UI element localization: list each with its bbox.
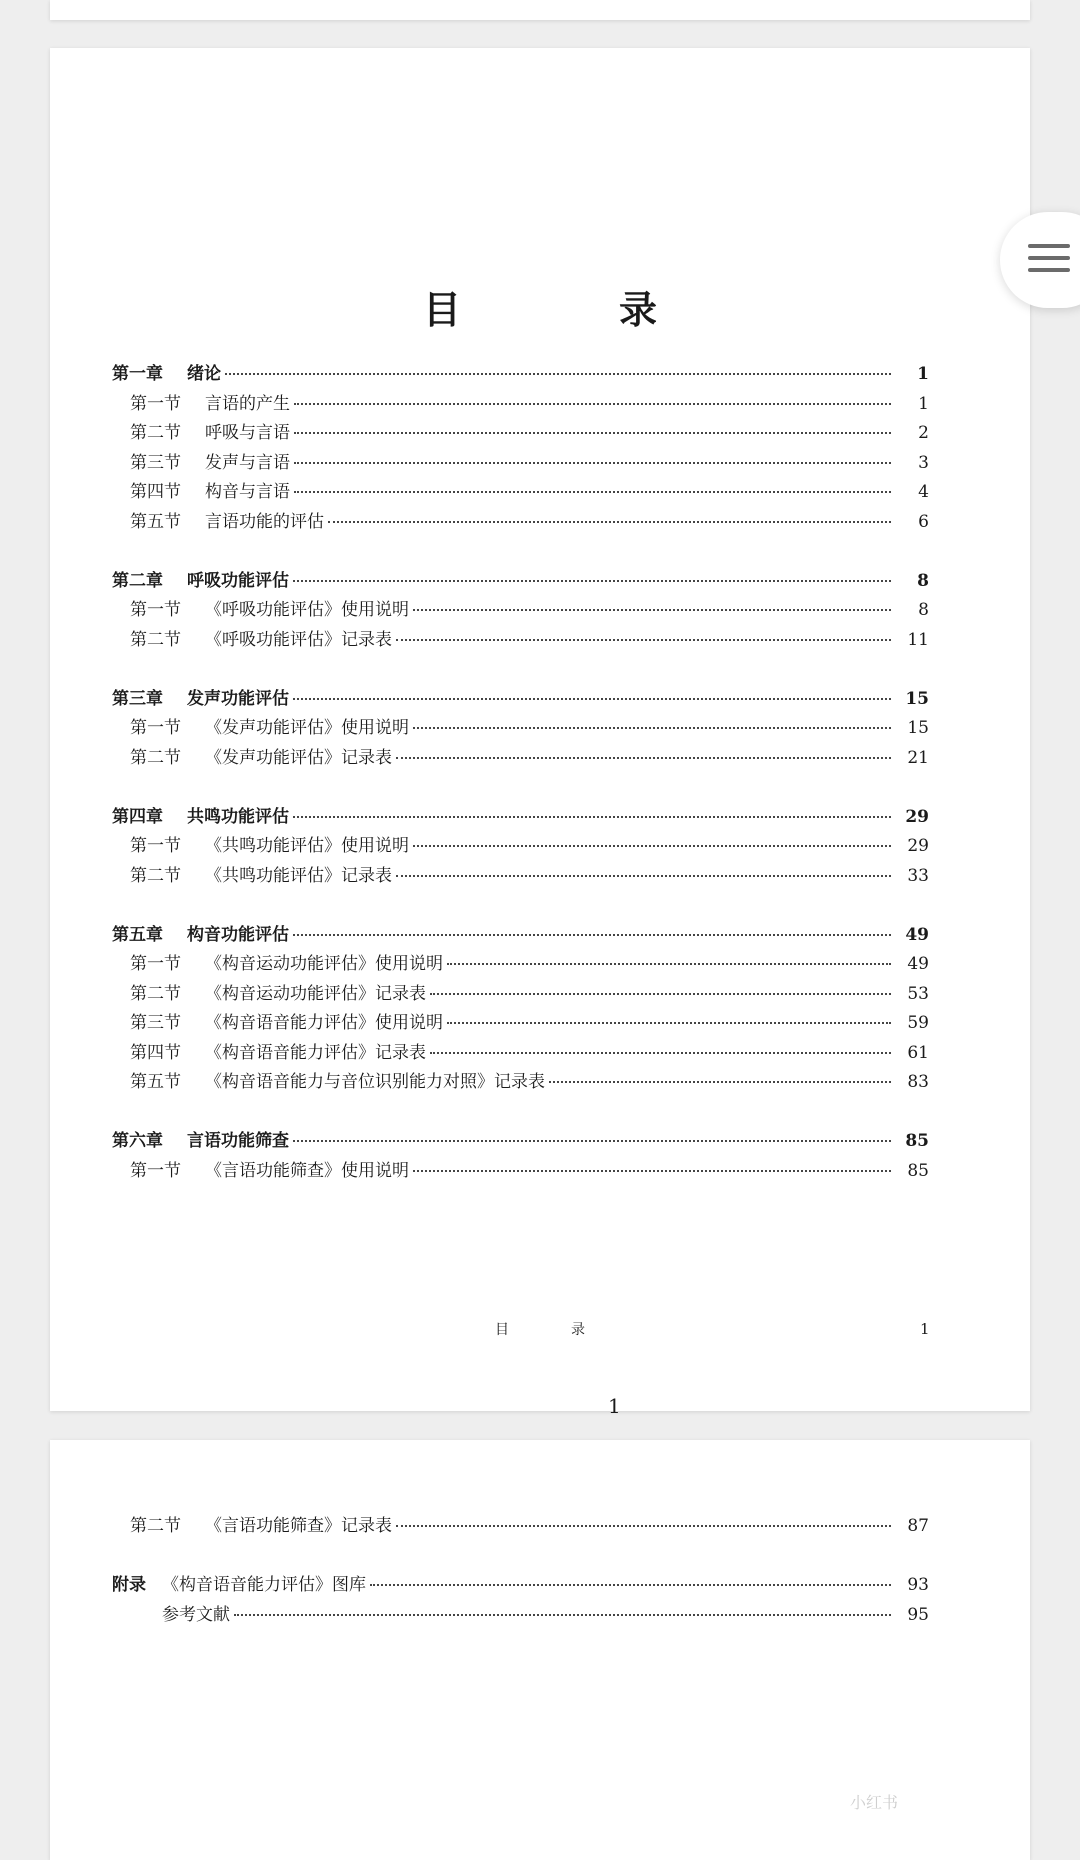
toc-section-row <box>112 508 929 538</box>
toc-entry-title: 《言语功能筛查》记录表 <box>205 1516 392 1536</box>
dot-leader <box>225 372 891 375</box>
dot-leader <box>293 933 891 936</box>
toc-section-row <box>112 980 929 1010</box>
dot-leader <box>234 1613 891 1616</box>
dot-leader <box>294 402 891 405</box>
toc-page-number: 3 <box>918 452 929 473</box>
toc-section-row <box>112 1009 929 1039</box>
dot-leader <box>396 874 891 877</box>
toc-section-row <box>112 1039 929 1069</box>
toc-section-row <box>112 419 929 449</box>
toc-entry-title: 呼吸功能评估 <box>187 570 289 591</box>
toc-entry-label: 附录 <box>112 1575 146 1595</box>
toc-entry-label: 第五节 <box>130 511 181 532</box>
toc-page-number: 53 <box>907 983 929 1004</box>
toc-entry-title: 发声功能评估 <box>187 688 289 709</box>
toc-entry-title: 呼吸与言语 <box>205 423 290 443</box>
toc-section-row <box>112 626 929 656</box>
toc-entry-title: 《构音运动功能评估》使用说明 <box>205 954 443 974</box>
toc-page-number: 21 <box>907 747 929 768</box>
toc-section-row <box>112 1068 929 1098</box>
toc-entry-label: 第二节 <box>130 629 181 650</box>
toc-page-number: 49 <box>905 924 929 945</box>
dot-leader <box>294 490 891 493</box>
toc-page-number: 8 <box>918 600 929 620</box>
toc-page-number: 15 <box>907 718 929 738</box>
toc-page-number: 33 <box>907 865 929 886</box>
dot-leader <box>413 844 891 847</box>
toc-page-number: 29 <box>905 806 929 827</box>
toc-entry-label: 第四节 <box>130 1042 181 1063</box>
dot-leader <box>396 756 891 759</box>
dot-leader <box>447 1021 891 1024</box>
toc-entry-title: 构音功能评估 <box>187 924 289 945</box>
dot-leader <box>430 1051 891 1054</box>
toc-entry-label: 第二节 <box>130 423 181 443</box>
toc-entry-title: 共鸣功能评估 <box>187 806 289 827</box>
dot-leader <box>413 608 891 611</box>
toc-section-row <box>112 1512 929 1542</box>
toc-entry-label: 第二节 <box>130 983 181 1004</box>
toc-entry-title: 《构音语音能力评估》记录表 <box>205 1042 426 1063</box>
toc-page-number: 59 <box>907 1013 929 1033</box>
toc-entry-label: 第六章 <box>112 1131 163 1151</box>
toc-entry-label: 第三节 <box>130 452 181 473</box>
toc-page-number: 11 <box>907 629 929 650</box>
toc-entry-label: 第三节 <box>130 1013 181 1033</box>
toc-page-number: 29 <box>907 836 929 856</box>
toc-page-number: 85 <box>907 1160 929 1181</box>
dot-leader <box>413 726 891 729</box>
toc-page-number: 4 <box>918 482 929 502</box>
toc-section-row <box>112 449 929 479</box>
toc-entry-title: 《共鸣功能评估》使用说明 <box>205 836 409 856</box>
toc-chapter-row <box>112 360 929 390</box>
toc-chapter-row <box>112 567 929 597</box>
toc-entry-label: 第五节 <box>130 1072 181 1092</box>
toc-page-number: 49 <box>907 954 929 974</box>
toc-page-number: 1 <box>917 364 929 384</box>
toc-entry-title: 言语功能的评估 <box>205 511 324 532</box>
dot-leader <box>293 697 891 700</box>
toc-section-row <box>112 862 929 892</box>
toc-entry-title: 《发声功能评估》使用说明 <box>205 718 409 738</box>
toc-page-number: 95 <box>907 1604 929 1625</box>
toc-section-row <box>112 390 929 420</box>
toc-section-row <box>112 596 929 626</box>
previous-page <box>50 0 1030 20</box>
dot-leader <box>370 1583 891 1586</box>
toc-entry-title: 言语的产生 <box>205 393 290 414</box>
page-footer-label: 目 录 <box>495 1322 609 1338</box>
toc-section-row <box>112 950 929 980</box>
toc-entry-label: 第一节 <box>130 1160 181 1181</box>
toc-chapter-row <box>112 803 929 833</box>
toc-section-row <box>112 1157 929 1187</box>
watermark: 小红书 <box>850 1793 899 1812</box>
toc-entry-title: 《发声功能评估》记录表 <box>205 747 392 768</box>
toc-chapter-row <box>112 1127 929 1157</box>
toc-entry-title: 参考文献 <box>162 1604 230 1625</box>
page-bottom-mark: 1 <box>608 1394 621 1418</box>
toc-entry-label: 第二章 <box>112 570 163 591</box>
toc-page-number: 6 <box>918 511 929 532</box>
toc-page-number: 61 <box>907 1042 929 1063</box>
toc-list-continued <box>112 1512 929 1630</box>
toc-entry-label: 第一节 <box>130 600 181 620</box>
dot-leader <box>294 461 891 464</box>
toc-appendix-row <box>112 1571 929 1601</box>
hamburger-icon <box>1028 244 1070 280</box>
toc-chapter-row <box>112 685 929 715</box>
toc-page-number: 2 <box>918 423 929 443</box>
toc-entry-title: 《呼吸功能评估》记录表 <box>205 629 392 650</box>
dot-leader <box>396 1524 891 1527</box>
toc-entry-label: 第五章 <box>112 924 163 945</box>
toc-section-row <box>112 832 929 862</box>
dot-leader <box>293 815 891 818</box>
toc-chapter-row <box>112 921 929 951</box>
dot-leader <box>396 638 891 641</box>
dot-leader <box>447 962 891 965</box>
toc-entry-title: 《共鸣功能评估》记录表 <box>205 865 392 886</box>
page-footer-number: 1 <box>920 1320 930 1338</box>
toc-entry-label: 第一节 <box>130 836 181 856</box>
toc-entry-label: 第一节 <box>130 718 181 738</box>
toc-appendix-row <box>112 1601 929 1631</box>
toc-entry-label: 第一节 <box>130 954 181 974</box>
toc-page-number: 83 <box>907 1072 929 1092</box>
toc-page-number: 8 <box>917 570 929 591</box>
page-title: 目 录 <box>422 287 717 332</box>
toc-entry-label: 第二节 <box>130 747 181 768</box>
toc-entry-title: 绪论 <box>187 364 221 384</box>
toc-page-number: 87 <box>907 1516 929 1536</box>
toc-section-row <box>112 478 929 508</box>
toc-entry-title: 言语功能筛查 <box>187 1131 289 1151</box>
toc-entry-title: 《构音语音能力与音位识别能力对照》记录表 <box>205 1072 545 1092</box>
toc-entry-label: 第一章 <box>112 364 163 384</box>
toc-section-row <box>112 714 929 744</box>
toc-entry-title: 《呼吸功能评估》使用说明 <box>205 600 409 620</box>
toc-entry-label: 第二节 <box>130 865 181 886</box>
toc-page-number: 85 <box>905 1131 929 1151</box>
dot-leader <box>293 579 891 582</box>
toc-entry-label: 第一节 <box>130 393 181 414</box>
toc-page-number: 1 <box>918 393 929 414</box>
toc-entry-title: 发声与言语 <box>205 452 290 473</box>
dot-leader <box>294 431 891 434</box>
dot-leader <box>413 1169 891 1172</box>
toc-page-number: 93 <box>907 1575 929 1595</box>
dot-leader <box>293 1139 891 1142</box>
toc-entry-title: 《构音语音能力评估》使用说明 <box>205 1013 443 1033</box>
toc-entry-title: 《言语功能筛查》使用说明 <box>205 1160 409 1181</box>
toc-section-row <box>112 744 929 774</box>
toc-entry-label: 第四章 <box>112 806 163 827</box>
toc-list <box>112 360 929 1186</box>
toc-entry-title: 构音与言语 <box>205 482 290 502</box>
dot-leader <box>430 992 891 995</box>
toc-page-number: 15 <box>905 688 929 709</box>
toc-entry-label: 第三章 <box>112 688 163 709</box>
dot-leader <box>328 520 891 523</box>
dot-leader <box>549 1080 891 1083</box>
toc-entry-label: 第四节 <box>130 482 181 502</box>
toc-entry-title: 《构音语音能力评估》图库 <box>162 1575 366 1595</box>
toc-entry-label: 第二节 <box>130 1516 181 1536</box>
toc-entry-title: 《构音运动功能评估》记录表 <box>205 983 426 1004</box>
